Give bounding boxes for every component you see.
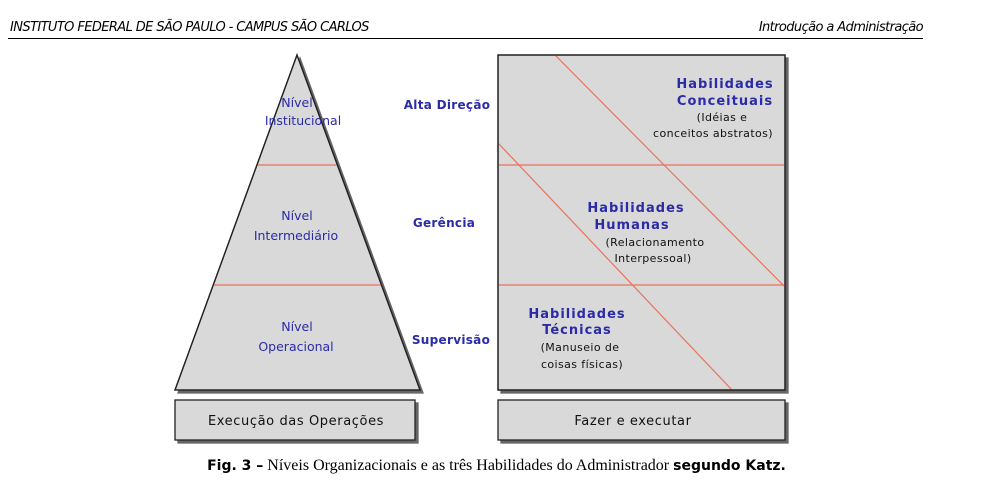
level-operational-line1: Nível [281, 319, 313, 334]
operations-label: Execução das Operações [207, 414, 385, 429]
caption-text: Níveis Organizacionais e as três Habilidades do Administrador [263, 457, 674, 474]
caption-prefix: Fig. 3 – [207, 458, 264, 474]
level-intermediate-line1: Nível [281, 208, 313, 223]
management-top: Alta Direção [403, 98, 491, 112]
level-operational-line2: Operacional [258, 339, 334, 354]
skill-human-detail2: Interpessoal) [614, 252, 692, 265]
skill-technical-title2: Técnicas [542, 323, 612, 338]
level-institutional-line2: Institucional [264, 113, 342, 128]
skill-human-title1: Habilidades [587, 201, 685, 216]
skill-technical-title1: Habilidades [528, 307, 626, 322]
header-institution: INSTITUTO FEDERAL DE SÃO PAULO - CAMPUS SÃO CARLOS [10, 20, 369, 35]
skill-human-detail1: (Relacionamento [605, 236, 705, 249]
skill-conceptual-title2: Conceituais [676, 94, 774, 109]
level-institutional-line1: Nível [281, 95, 313, 110]
skill-conceptual-detail2: conceitos abstratos) [653, 127, 773, 140]
level-intermediate-line2: Intermediário [253, 228, 339, 243]
skill-conceptual-title1: Habilidades [676, 77, 774, 92]
skill-technical-detail2: coisas físicas) [540, 358, 624, 371]
figure-caption [0, 457, 993, 475]
skill-technical-detail1: (Manuseio de [540, 341, 620, 354]
caption-suffix: segundo Katz. [673, 458, 786, 474]
management-bottom: Supervisão [411, 333, 491, 347]
execute-label: Fazer e executar [574, 414, 692, 429]
skill-conceptual-detail1: (Idéias e [696, 111, 748, 124]
header-course: Introdução a Administração [758, 20, 923, 35]
management-middle: Gerência [412, 216, 476, 230]
skill-human-title2: Humanas [594, 218, 670, 233]
